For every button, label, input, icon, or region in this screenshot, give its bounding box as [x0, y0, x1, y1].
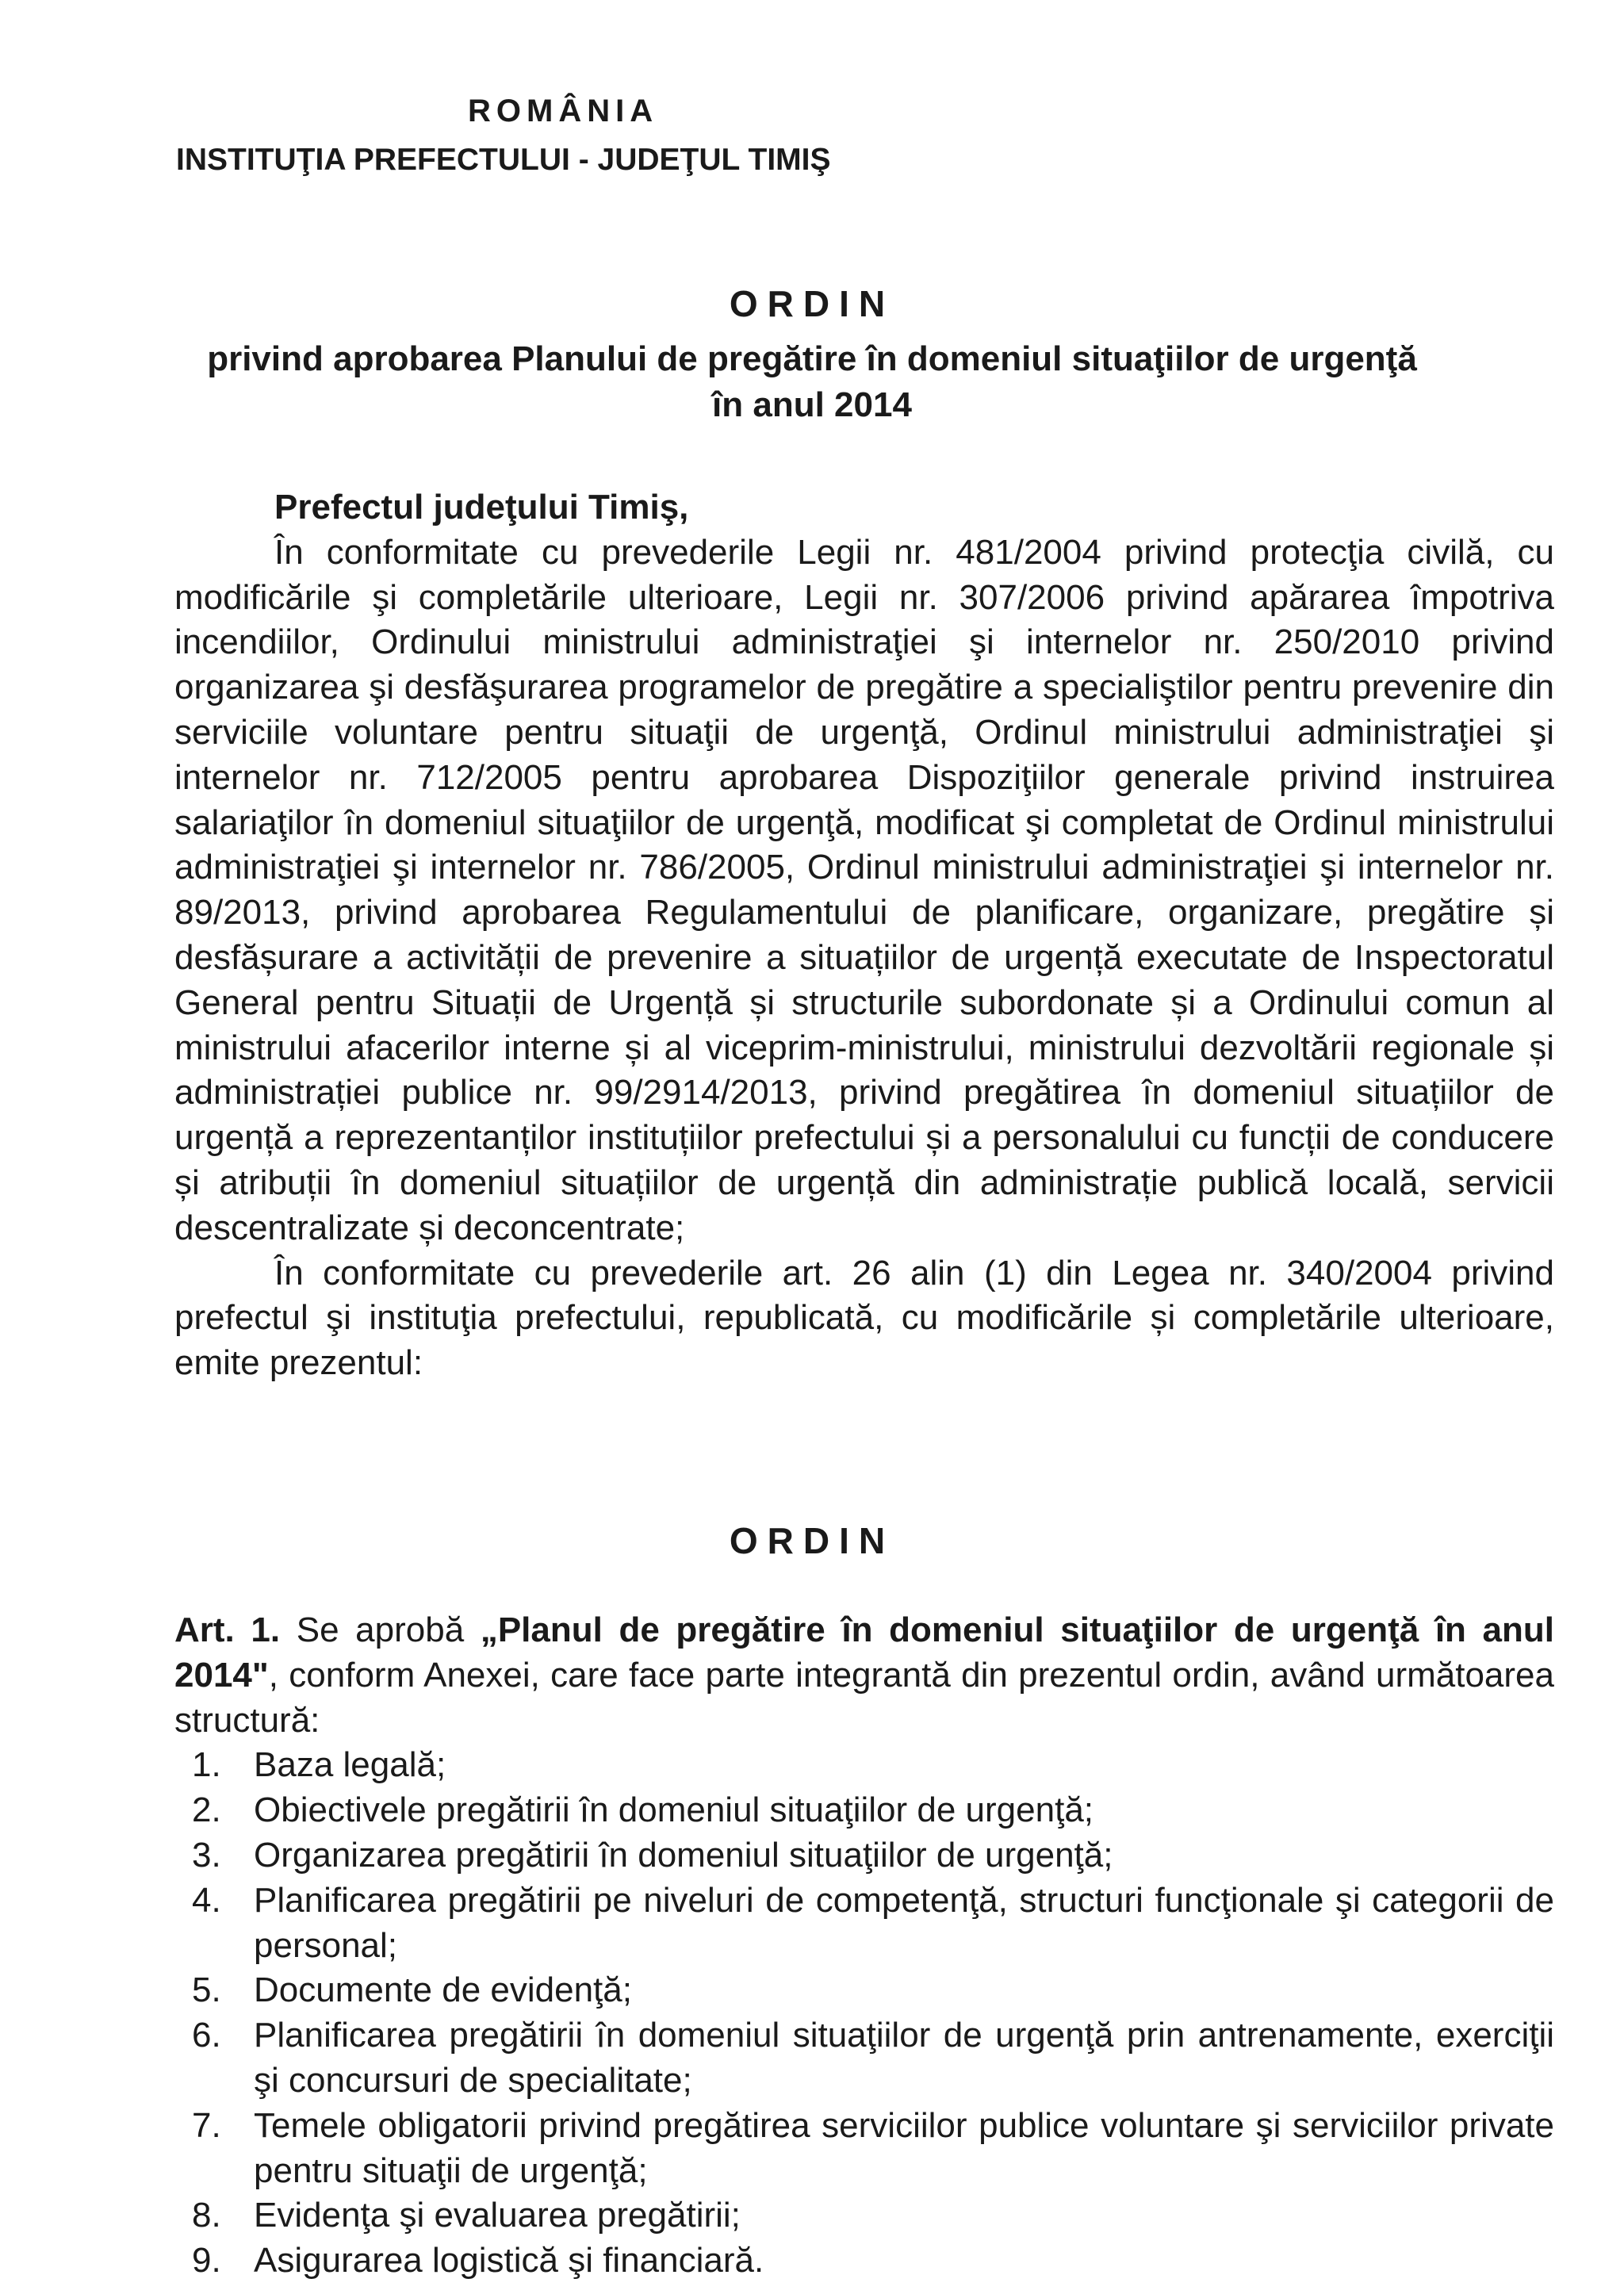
structure-list-item	[192, 1788, 1554, 1833]
article-1	[174, 1608, 1554, 2284]
preamble-paragraph-1: În conformitate cu prevederile Legii nr. 481/2004 privind protecţia civilă, cu modificările şi completările ulterioare, Legii nr. 307/2006 privind apărarea împotriva incendiilor, Ordinului ministrului administraţiei şi internelor nr. 250/2010 privind organizarea şi desfăşurarea programelor de pregătire a specialiştilor pentru prevenire din serviciile voluntare pentru situaţii de urgenţă, Ordinul ministrului administraţiei şi internelor nr. 712/2005 pentru aprobarea Dispoziţiilor generale privind instruirea salariaţilor în domeniul situaţiilor de urgenţă, modificat şi completat de Ordinul ministrului administraţiei şi internelor nr. 786/2005, Ordinul ministrului administraţiei şi internelor nr. 89/2013, privind aprobarea Regulamentului de planificare, organizare, pregătire și desfășurare a activității de prevenire a situațiilor de urgență executate de Inspectoratul General pentru Situații de Urgență și structurile subordonate și a Ordinului comun al ministrului afacerilor interne și al viceprim-ministrului, ministrului dezvoltării regionale și administrației publice nr. 99/2914/2013, privind pregătirea în domeniul situațiilor de urgență a reprezentanților instituțiilor prefectului și a personalului cu funcții de conducere și atribuții în domeniul situațiilor de urgență din administrație publică locală, servicii descentralizate și deconcentrate;	[174, 532, 1554, 1247]
order-subject-line2: în anul 2014	[712, 385, 912, 424]
country-heading: ROMÂNIA	[468, 94, 659, 128]
order-title-2: ORDIN	[729, 1520, 895, 1561]
structure-list-item	[192, 2193, 1554, 2238]
order-title: ORDIN	[729, 283, 895, 324]
list-item-number: 2.	[192, 1790, 221, 1830]
article-1-plan-title: „Planul de pregătire în domeniul situaţiilor de urgenţă în anul 2014"	[174, 1610, 1555, 1695]
structure-list-item	[192, 1878, 1554, 1969]
order-subject	[0, 336, 1624, 428]
article-1-text	[174, 1608, 1554, 1743]
list-item-number: 7.	[192, 2105, 221, 2145]
list-item-text: Asigurarea logistică şi financiară.	[254, 2241, 764, 2281]
list-item-number: 3.	[192, 1835, 221, 1875]
list-item-text: Obiectivele pregătirii în domeniul situaţiilor de urgenţă;	[254, 1790, 1094, 1830]
list-item-number: 4.	[192, 1880, 221, 1920]
list-item-text: Planificarea pregătirii în domeniul situaţiilor de urgenţă prin antrenamente, exerciţii şi concursuri de specialitate;	[254, 2016, 1554, 2100]
preamble-paragraph-2: În conformitate cu prevederile art. 26 alin (1) din Legea nr. 340/2004 privind prefectul şi instituţia prefectului, republicată, cu modificările și completările ulterioare, emite prezentul:	[174, 1253, 1554, 1383]
article-1-rest: , conform Anexei, care face parte integrantă din prezentul ordin, având următoarea structură:	[174, 1655, 1554, 1740]
structure-list-item	[192, 2238, 1554, 2284]
article-1-label: Art. 1.	[174, 1610, 281, 1649]
order-subject-line1: privind aprobarea Planului de pregătire în domeniul situaţiilor de urgenţă	[207, 339, 1417, 378]
structure-list-item	[192, 2104, 1554, 2194]
structure-list	[174, 1743, 1554, 2284]
addressee: Prefectul judeţului Timiş,	[274, 488, 689, 527]
list-item-number: 8.	[192, 2196, 221, 2235]
list-item-number: 9.	[192, 2241, 221, 2281]
article-1-lead: Se aprobă	[280, 1610, 481, 1649]
list-item-text: Baza legală;	[254, 1745, 446, 1785]
structure-list-item	[192, 1968, 1554, 2013]
structure-list-item	[192, 2013, 1554, 2104]
structure-list-item	[192, 1743, 1554, 1788]
institution-heading: INSTITUŢIA PREFECTULUI - JUDEŢUL TIMIŞ	[176, 143, 831, 177]
list-item-number: 1.	[192, 1745, 221, 1785]
list-item-text: Documente de evidenţă;	[254, 1970, 632, 2010]
list-item-text: Organizarea pregătirii în domeniul situaţiilor de urgenţă;	[254, 1835, 1113, 1875]
list-item-text: Evidenţa şi evaluarea pregătirii;	[254, 2196, 741, 2235]
structure-list-item	[192, 1833, 1554, 1878]
list-item-number: 6.	[192, 2016, 221, 2055]
list-item-text: Temele obligatorii privind pregătirea serviciilor publice voluntare şi serviciilor private pentru situaţii de urgenţă;	[254, 2105, 1554, 2190]
preamble	[174, 485, 1554, 1386]
list-item-number: 5.	[192, 1970, 221, 2010]
list-item-text: Planificarea pregătirii pe niveluri de competenţă, structuri funcţionale şi categorii de personal;	[254, 1880, 1554, 1965]
